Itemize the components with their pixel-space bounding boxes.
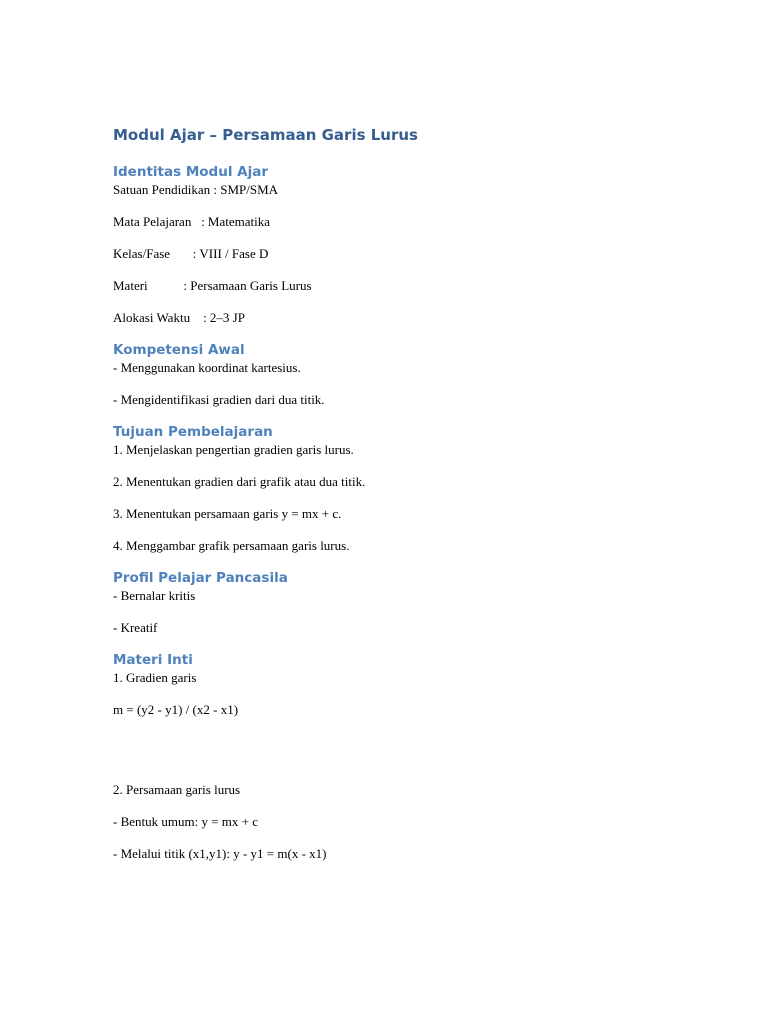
heading-materi: Materi Inti [113,652,193,668]
kompetensi-line: - Mengidentifikasi gradien dari dua titik. [113,392,325,407]
materi-line: 1. Gradien garis [113,670,197,685]
heading-identitas: Identitas Modul Ajar [113,164,268,180]
tujuan-line: 2. Menentukan gradien dari grafik atau dua titik. [113,474,366,489]
heading-profil: Profil Pelajar Pancasila [113,570,288,586]
profil-line: - Bernalar kritis [113,588,196,603]
identitas-line: Kelas/Fase : VIII / Fase D [113,246,269,261]
identitas-line: Satuan Pendidikan : SMP/SMA [113,182,279,197]
profil-line: - Kreatif [113,620,158,635]
heading-kompetensi: Kompetensi Awal [113,342,245,358]
heading-tujuan: Tujuan Pembelajaran [113,424,273,440]
kompetensi-line: - Menggunakan koordinat kartesius. [113,360,301,375]
materi-line: - Bentuk umum: y = mx + c [113,814,259,829]
tujuan-line: 1. Menjelaskan pengertian gradien garis lurus. [113,442,354,457]
materi-line: 2. Persamaan garis lurus [113,782,241,797]
identitas-line: Mata Pelajaran : Matematika [113,214,271,229]
identitas-line: Alokasi Waktu : 2–3 JP [113,310,245,325]
materi-line: - Melalui titik (x1,y1): y - y1 = m(x - x1) [113,846,327,861]
identitas-line: Materi : Persamaan Garis Lurus [113,278,312,293]
materi-line: m = (y2 - y1) / (x2 - x1) [113,702,239,717]
document-title: Modul Ajar – Persamaan Garis Lurus [113,126,418,144]
tujuan-line: 4. Menggambar grafik persamaan garis lurus. [113,538,350,553]
tujuan-line: 3. Menentukan persamaan garis y = mx + c. [113,506,342,521]
document-content [113,124,673,862]
